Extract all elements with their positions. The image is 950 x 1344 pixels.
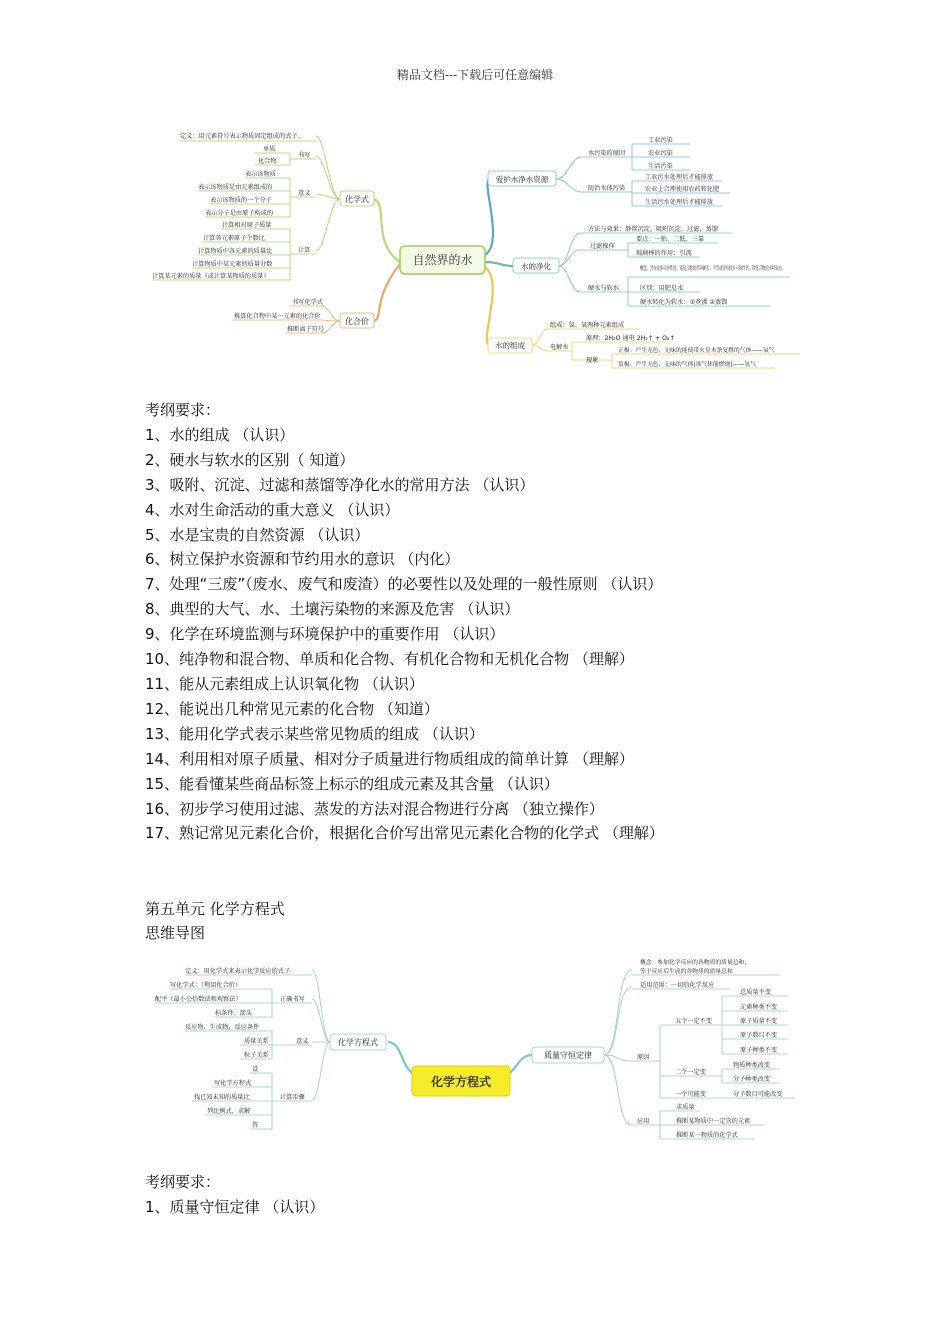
mindmap1-branch-formula: 化学式 [345,195,369,204]
mm2-node: 推断某物质中一定含的元素 [676,1118,751,1125]
mm1-node: 工业污染 [648,137,673,144]
requirement-item: 1、水的组成 （认识） [145,425,295,444]
requirements-list-2 [145,1170,324,1220]
mindmap2-center [412,1066,510,1096]
mindmap1-branch-valence: 化合价 [345,317,369,326]
mm1-node: 农业上合理使用农药和化肥 [645,186,720,193]
mindmap1-branch-purify: 水的净化 [521,262,551,271]
mm2-node: 适用范围：一切的化学反应 [640,982,715,989]
mm2-node: 等于反应后生成的各物质的质量总和 [640,969,733,975]
mindmap2-center-label: 化学方程式 [430,1075,492,1089]
mm2-node: 物质种类改变 [733,1062,771,1069]
requirement-item: 13、能用化学式表示某些常见物质的组成 （认识） [145,724,484,743]
mm2-node: 写化学方程式 [214,1080,252,1087]
mm2-node: 反应物、生成物、反应条件 [185,1024,260,1031]
mm2-node: 原子质量不变 [740,1018,778,1025]
mm1-node: 电解水 [550,344,569,351]
mm1-node: 防治水体污染 [588,185,626,192]
unit-title: 第五单元 化学方程式 [145,900,285,918]
mindmap2-branch-conservation: 质量守恒定律 [544,1051,592,1060]
mm1-node: 现象 [586,357,599,364]
requirement-item: 15、能看懂某些商品标签上标示的组成元素及其含量 （认识） [145,774,559,793]
mm1-node: 方法与效果：静置沉淀、吸附沉淀、过滤、蒸馏 [588,226,718,233]
mm2-node: 意义 [296,1038,309,1045]
mm1-node: 农业污染 [648,150,673,157]
mindmap1-center-label: 自然界的水 [412,253,473,267]
requirement-item: 3、吸附、沉淀、过滤和蒸馏等净化水的常用方法 （认识） [145,475,535,494]
mindmap-equation [0,953,950,1153]
mm2-node: 原子数目不变 [740,1032,778,1039]
mm2-node: 配平（最小公倍数法和观察法） [155,996,242,1003]
mm2-node: 计算步骤 [280,1094,305,1101]
page-header: 精品文档---下载后可任意编辑 [396,68,554,82]
mm2-node: 粒子关系 [244,1052,269,1059]
requirement-item: 12、能说出几种常见元素的化合物 （知道） [145,699,439,718]
mm1-node: 表示该物质 [245,171,276,178]
mm1-node: 组成：氢、氧两种元素组成 [550,322,625,329]
mm1-node: 定义：用元素符号表示物质固定组成的式子。 [180,133,304,140]
mm1-node: 计算相对原子质量 [222,222,272,229]
mindmap-subtitle: 思维导图 [145,924,206,942]
mm1-node: 负极：产生无色、无味的气体(该气体能燃烧)——氢气 [618,362,756,368]
requirement-item: 5、水是宝贵的自然资源 （认识） [145,525,370,544]
mm2-node: 二个一定变 [675,1069,706,1076]
mm1-node: 要点：一贴、二低、三靠 [636,236,705,243]
mm2-node: 定义：用化学式来表示化学反应的式子 [185,968,291,975]
mm1-node: 硬水转化为软水：①煮沸 ②蒸馏 [640,299,728,306]
mm1-node: 硬水与软水 [588,285,619,292]
mm2-node: 概念：参加化学反应的各物质的质量总和， [640,960,751,966]
requirement-item: 9、化学在环境监测与环境保护中的重要作用 （认识） [145,625,505,644]
requirement-item: 6、树立保护水资源和节约用水的意识 （内化） [145,550,460,569]
requirement-item: 10、纯净物和混合物、单质和化合物、有机化合物和无机化合物 （理解） [145,650,634,669]
mm1-node: 计算各元素原子个数比 [203,235,265,242]
mm2-node: 总质量不变 [740,989,771,996]
mm1-node: 书写化学式 [292,299,323,306]
mindmap-water [0,122,950,377]
mm1-node: 区别：用肥皂水 [640,285,684,292]
mm1-node: 过滤操作 [590,243,615,250]
requirement-item: 14、利用相对原子质量、相对分子质量进行物质组成的简单计算 （理解） [145,749,634,768]
mm2-node: 写化学式：（利用化合价） [170,982,242,989]
mm1-node: 计算 [298,247,311,254]
requirements-title: 考纲要求： [145,401,221,419]
mindmap1-branch-composition: 水的组成 [495,341,525,350]
mm1-node: 正极：产生无色、无味的能使带火星木条复燃的气体——氧气 [618,348,775,354]
mm1-node: 书写 [298,152,311,159]
mm2-node: 元素种类不变 [740,1004,778,1011]
mm1-node: 计算物质中某元素的质量分数 [192,261,273,268]
mindmap1-center [400,246,485,274]
mm2-node: 原子种类不变 [740,1047,778,1054]
mm2-node: 正确书写 [280,996,305,1003]
mindmap1-branch-protect: 爱护水净水资源 [495,175,549,184]
requirement-item: 4、水对生命活动的重大意义 （认识） [145,500,400,519]
mm1-node: 推断离子符号 [287,326,325,333]
mm1-node: 生活污染 [648,163,673,170]
requirement-item: 8、典型的大气、水、土壤污染物的来源及危害 （认识） [145,600,520,619]
requirement-item: 16、初步学习使用过滤、蒸发的方法对混合物进行分离 （独立操作） [145,799,604,818]
mm1-node: 概念：含有较多可溶性钙、镁化合物的水叫硬水；不含或含有较少可溶性钙、镁化合物的水叫软水。 [640,266,896,272]
mm2-node: 分子种类改变 [733,1076,771,1083]
mm2-node: 答 [252,1122,259,1129]
mm1-node: 生活污水处理后才能排放 [645,199,714,206]
mm1-node: 计算某元素的质量（或计算某物质的质量） [152,273,270,280]
requirements-title: 考纲要求： [145,1173,221,1191]
mm1-node: 原理：2H₂O 通电 2H₂↑ + O₂↑ [586,335,675,342]
requirement-item: 2、硬水与软水的区别（ 知道） [145,450,355,469]
mm1-node: 表示该物质是由元素组成的 [198,184,273,191]
mm1-node: 玻璃棒的作用：引流 [636,250,692,257]
mm1-node: 工业污水处理后才能排放 [645,174,714,181]
mm2-node: 找已知未知的质量比 [194,1094,250,1101]
requirement-item: 17、熟记常见元素化合价，根据化合价写出常见元素化合物的化学式 （理解） [145,824,664,843]
mm2-node: 设 [252,1066,259,1073]
mm1-node: 计算物质中各元素的质量比 [198,248,273,255]
mm2-node: 推断某一物质的化学式 [676,1132,738,1139]
mindmap2-branch-equation: 化学方程式 [338,1038,378,1047]
mm2-node: 五个一定不变 [675,1018,713,1025]
mm2-node: 列比例式，求解 [207,1108,251,1115]
section-unit5 [145,897,285,945]
mm2-node: 标条件、箭头 [215,1010,253,1017]
requirement-item: 1、质量守恒定律 （认识） [145,1197,325,1216]
mm1-node: 推算化合物中某一元素的化合价 [234,313,321,320]
mm2-node: 应用 [637,1118,650,1125]
mm2-node: 求质量 [676,1104,695,1111]
mm1-node: 表示该物质的一个分子 [210,197,272,204]
mm1-node: 表示分子是由原子构成的 [205,210,274,217]
mm2-node: 原因 [637,1054,650,1061]
requirement-item: 11、能从元素组成上认识氧化物 （认识） [145,674,424,693]
requirements-list-1 [145,398,664,846]
requirement-item: 7、处理“三废”（废水、废气和废渣）的必要性以及处理的一般性原则 （认识） [145,575,663,594]
mm2-node: 分子数目可能改变 [733,1091,783,1098]
mm1-node: 单质 [263,146,276,153]
mm2-node: 一个可能变 [675,1091,706,1098]
mm1-node: 水污染的原因 [588,150,626,157]
mm2-node: 质量关系 [244,1038,269,1045]
mm1-node: 意义 [298,190,311,197]
mm1-node: 化合物 [258,158,277,165]
